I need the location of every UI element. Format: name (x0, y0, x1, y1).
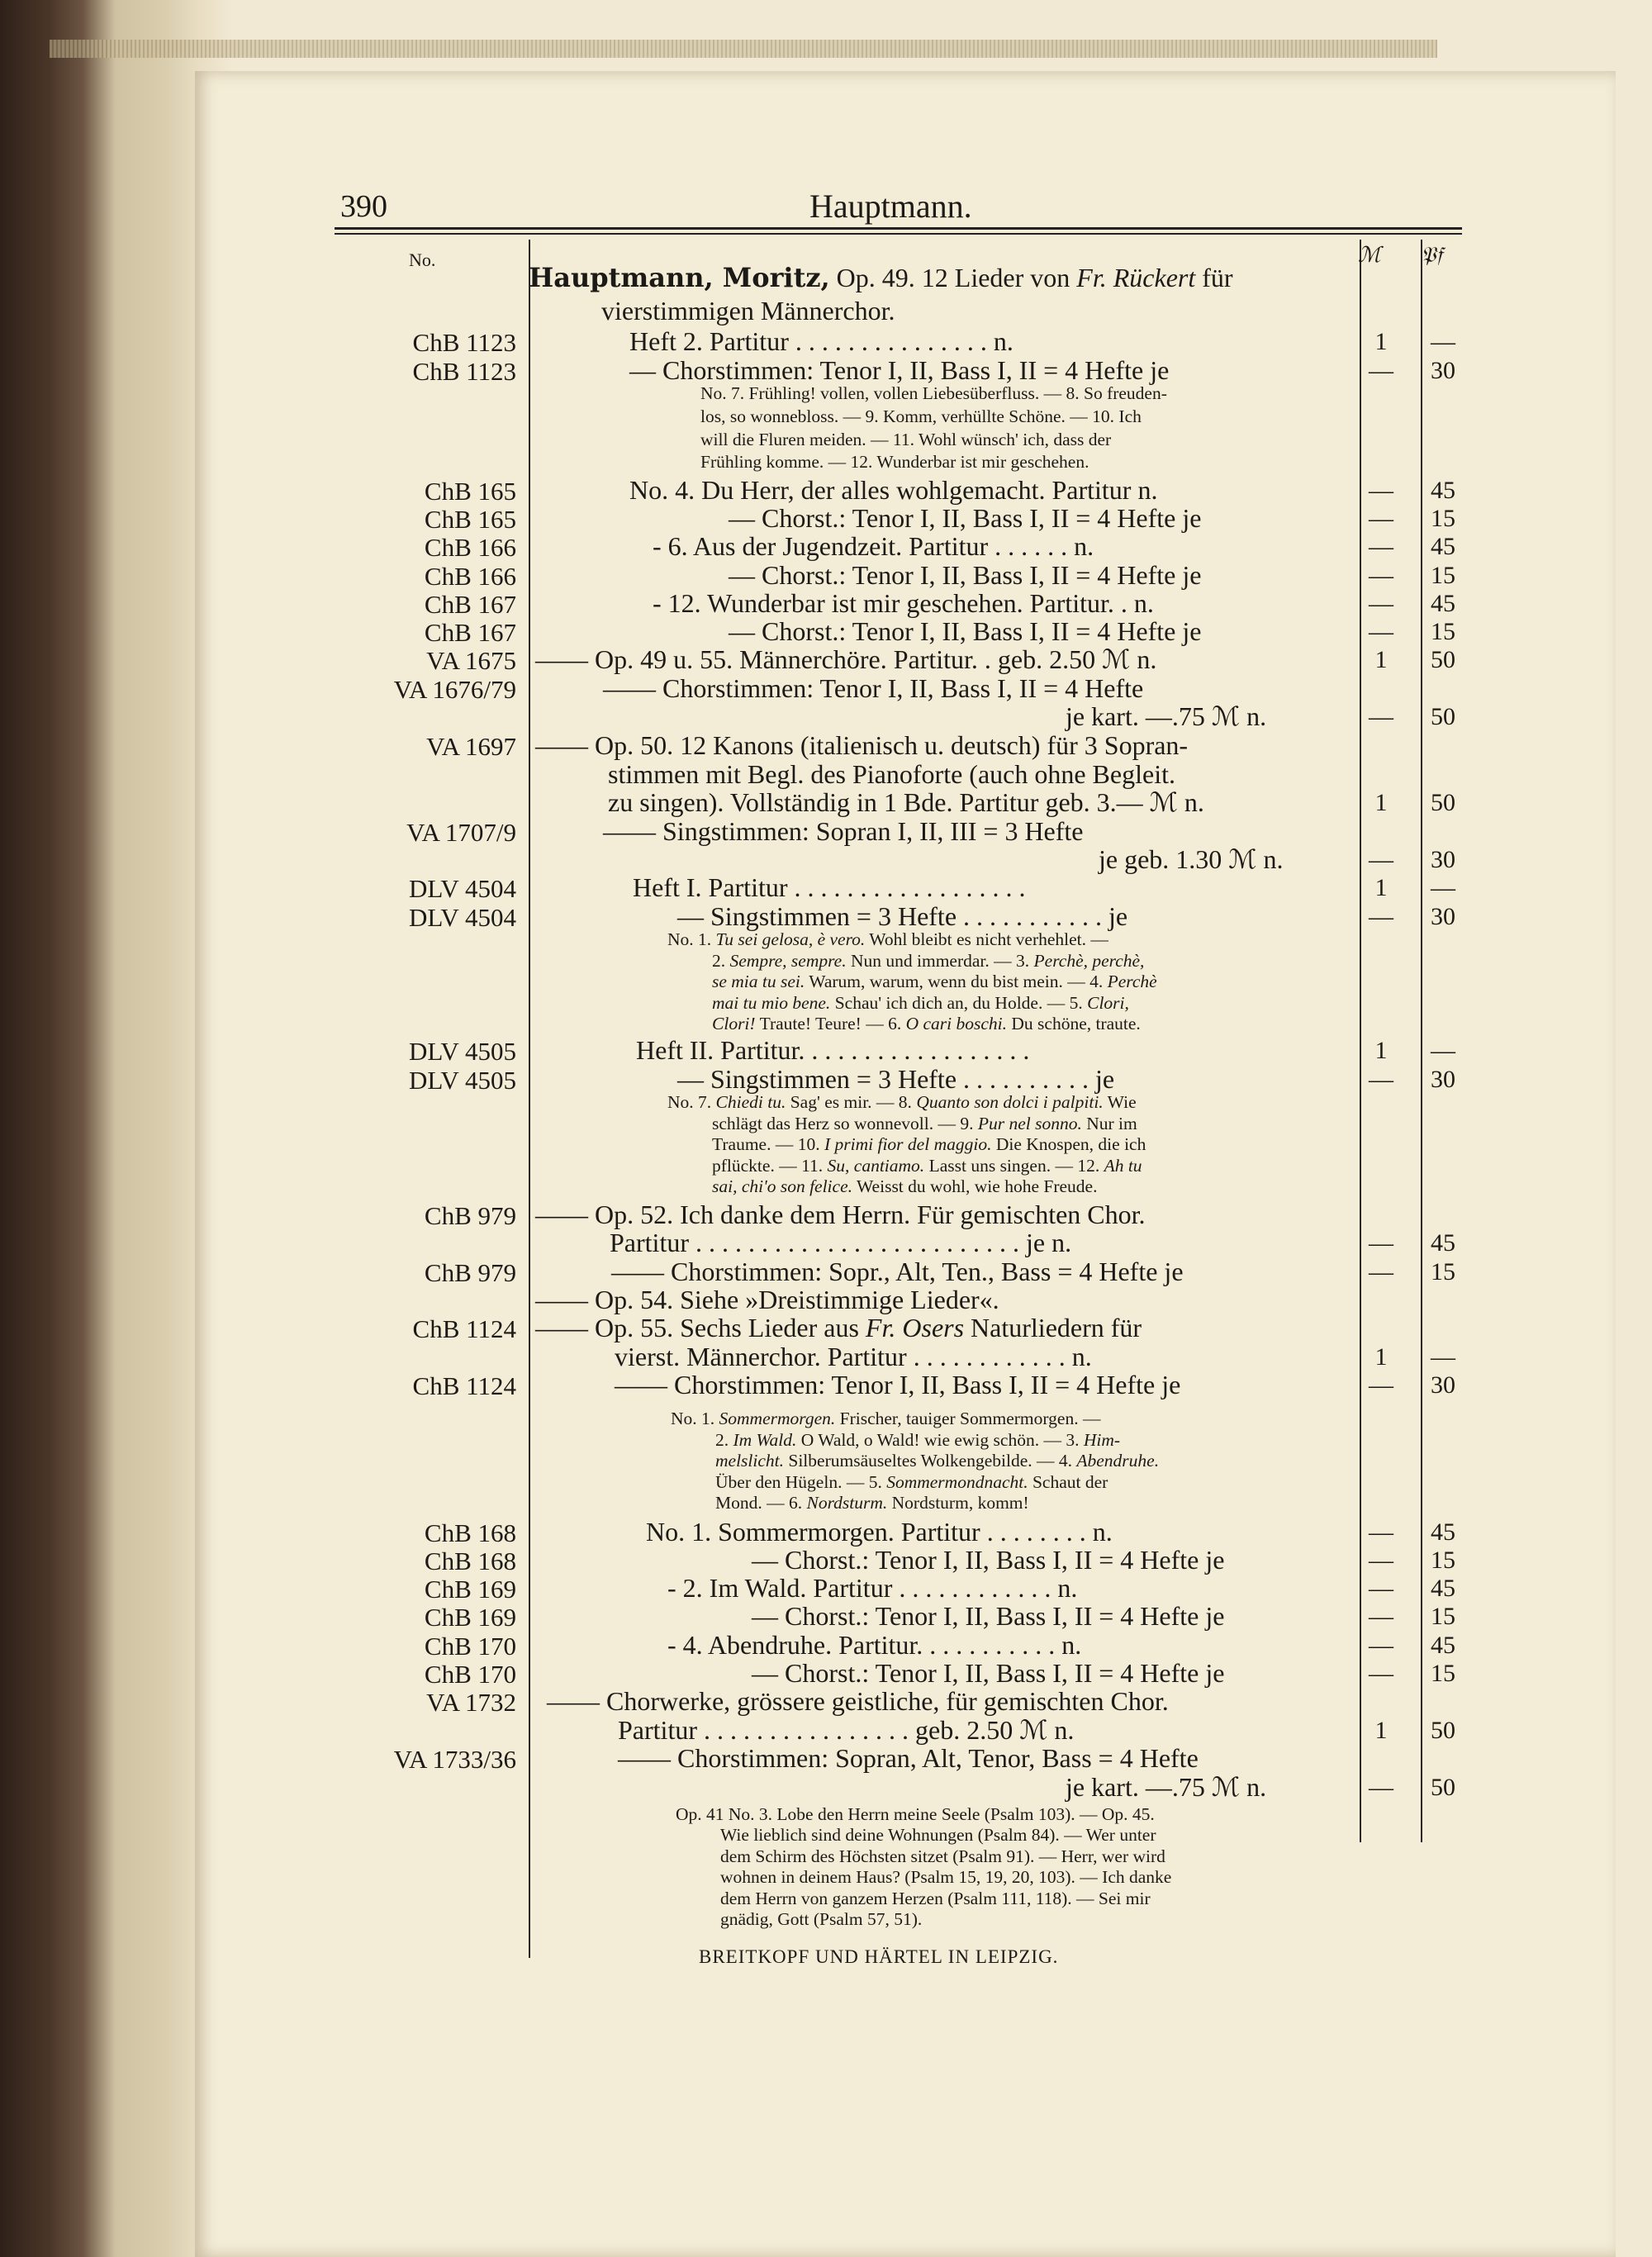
entry-text: - 4. Abendruhe. Partitur. . . . . . . . . . . n. (667, 1630, 1082, 1660)
entry-line (603, 675, 1143, 701)
entry-text: No. 4. Du Herr, der alles wohlgemacht. Partitur n. (629, 475, 1158, 505)
entry-text: Clori, (1087, 993, 1129, 1013)
entry-line (610, 1229, 1071, 1256)
catalog-number: ChB 979 (424, 1201, 516, 1230)
entry-text: je geb. 1.30 ℳ n. (1099, 844, 1284, 874)
contents-note-line (715, 1494, 1029, 1513)
entry-line (729, 618, 1201, 644)
price-pfennig: 30 (1431, 1066, 1455, 1093)
entry-text: pflückte. — 11. (712, 1156, 828, 1176)
entry-text: Perchè (1107, 972, 1157, 991)
entry-text: No. 1. Sommermorgen. Partitur . . . . . . . . n. (646, 1517, 1113, 1547)
entry-line (633, 874, 1026, 900)
price-mark: — (1369, 1371, 1393, 1399)
column-divider-mark (1360, 240, 1361, 1842)
entry-text: je kart. —.75 ℳ n. (1066, 701, 1267, 731)
entry-text: - 6. Aus der Jugendzeit. Partitur . . . . . . n. (653, 531, 1094, 561)
price-mark: — (1369, 562, 1393, 589)
entry-text: Mond. — 6. (715, 1493, 807, 1513)
contents-note-line (715, 1474, 1108, 1492)
contents-note-line (712, 1178, 1097, 1196)
catalog-number: DLV 4504 (408, 874, 516, 903)
contents-note-line (700, 385, 1167, 403)
entry-text: 2. (715, 1430, 733, 1450)
contents-note-line (712, 1136, 1146, 1154)
entry-line (636, 1037, 1029, 1063)
entry-text: Du schöne, traute. (1007, 1014, 1141, 1033)
entry-line (608, 761, 1175, 787)
entry-text: Naturliedern für (964, 1313, 1142, 1342)
entry-text: Lasst uns singen. — 12. (924, 1156, 1104, 1176)
entry-text: Nordsturm, komm! (887, 1493, 1029, 1513)
entry-text: Traume. — 10. (712, 1134, 824, 1154)
contents-note-line (671, 1410, 1100, 1428)
entry-text: — Singstimmen = 3 Hefte . . . . . . . . . . . je (677, 901, 1128, 931)
catalog-number: ChB 979 (424, 1258, 516, 1287)
price-mark: — (1369, 1518, 1393, 1546)
entry-text: No. 1. (667, 929, 716, 949)
publisher-footer: BREITKOPF UND HÄRTEL IN LEIPZIG. (699, 1946, 1059, 1967)
entry-text: No. 7. Frühling! vollen, vollen Liebesüberfluss. — 8. So freuden- (700, 383, 1167, 403)
entry-line (529, 264, 1233, 291)
entry-text: Wohl bleibt es nicht verhehlet. — (865, 929, 1108, 949)
entry-text: —— Singstimmen: Sopran I, II, III = 3 Hefte (603, 816, 1084, 846)
price-pfennig: 15 (1431, 562, 1455, 589)
entry-text: —— Chorstimmen: Tenor I, II, Bass I, II = 4 Hefte (603, 673, 1144, 703)
entry-text: — Chorst.: Tenor I, II, Bass I, II = 4 Hefte je (729, 560, 1202, 590)
price-pfennig: 45 (1431, 1229, 1455, 1257)
catalog-number: DLV 4505 (408, 1066, 516, 1095)
price-mark: — (1369, 903, 1393, 930)
entry-text: stimmen mit Begl. des Pianoforte (auch ohne Begleit. (608, 759, 1175, 789)
price-mark: — (1369, 590, 1393, 617)
catalog-number: ChB 168 (424, 1547, 516, 1575)
entry-text: — Chorst.: Tenor I, II, Bass I, II = 4 Hefte je (752, 1545, 1225, 1575)
entry-text: Traute! Teure! — 6. (755, 1014, 906, 1033)
entry-line (601, 297, 895, 324)
contents-note-line (667, 931, 1108, 949)
entry-text: mai tu mio bene. (712, 993, 831, 1013)
contents-note-line (700, 431, 1111, 449)
entry-line (646, 1518, 1113, 1545)
contents-note-line (720, 1869, 1171, 1887)
catalog-number: ChB 1124 (412, 1314, 516, 1343)
price-pfennig: — (1431, 874, 1455, 901)
contents-note-line (715, 1432, 1120, 1450)
entry-text: Partitur . . . . . . . . . . . . . . . . geb. 2.50 ℳ n. (618, 1715, 1075, 1745)
entry-line (603, 818, 1084, 844)
entry-text: Über den Hügeln. — 5. (715, 1472, 887, 1492)
catalog-number: VA 1732 (426, 1688, 516, 1717)
entry-line (535, 1286, 999, 1313)
entry-text: für (1195, 263, 1233, 292)
price-mark: — (1369, 1774, 1393, 1801)
catalog-number: ChB 169 (424, 1603, 516, 1632)
entry-text: —— Chorwerke, grössere geistliche, für gemischten Chor. (547, 1686, 1169, 1716)
entry-line (608, 789, 1204, 815)
contents-note-line (712, 1157, 1142, 1176)
entry-text: Schau' ich dich an, du Holde. — 5. (830, 993, 1088, 1013)
entry-text: Nun und immerdar. — 3. (846, 951, 1034, 971)
entry-text: Nur im (1081, 1114, 1137, 1133)
entry-text: Partitur . . . . . . . . . . . . . . . . . . . . . . . . . je n. (610, 1228, 1072, 1257)
entry-text: I primi fior del maggio. (824, 1134, 992, 1154)
entry-text: Perchè, perchè, (1033, 951, 1145, 971)
price-mark: — (1369, 846, 1393, 873)
entry-line (1099, 846, 1284, 872)
entry-line (752, 1660, 1224, 1686)
price-mark: — (1369, 357, 1393, 384)
entry-text: Frischer, tauiger Sommermorgen. — (835, 1409, 1101, 1428)
contents-note-line (700, 454, 1089, 472)
entry-line (677, 903, 1127, 929)
entry-text: dem Herrn von ganzem Herzen (Psalm 111, 118). — Sei mir (720, 1889, 1151, 1908)
entry-text: Abendruhe. (1076, 1451, 1160, 1471)
entry-text: Die Knospen, die ich (991, 1134, 1146, 1154)
entry-text: Him- (1083, 1430, 1121, 1450)
price-pfennig: — (1431, 1343, 1455, 1371)
entry-text: gnädig, Gott (Psalm 57, 51). (720, 1909, 923, 1929)
price-pfennig: 50 (1431, 646, 1455, 673)
entry-text: —— Op. 54. Siehe »Dreistimmige Lieder«. (535, 1285, 999, 1314)
catalog-number: ChB 1123 (412, 328, 516, 357)
column-header-pf: 𝔓𝔣 (1421, 243, 1443, 267)
catalog-number: VA 1707/9 (406, 818, 516, 847)
price-pfennig: 15 (1431, 618, 1455, 645)
entry-text: wohnen in deinem Haus? (Psalm 15, 19, 20, 103). — Ich danke (720, 1867, 1172, 1887)
entry-text: O Wald, o Wald! wie ewig schön. — 3. (796, 1430, 1084, 1450)
entry-text: - 12. Wunderbar ist mir geschehen. Partitur. . n. (653, 588, 1154, 618)
catalog-number: VA 1676/79 (393, 675, 516, 704)
entry-text: O cari boschi. (905, 1014, 1008, 1033)
entry-text: los, so wonnebloss. — 9. Komm, verhüllte Schöne. — 10. Ich (700, 406, 1142, 426)
entry-text: Sommermorgen. (719, 1409, 836, 1428)
catalog-number: ChB 166 (424, 533, 516, 562)
entry-line (535, 1201, 1146, 1228)
contents-note-line (720, 1890, 1151, 1908)
contents-note-line (720, 1848, 1165, 1866)
price-pfennig: 15 (1431, 1258, 1455, 1285)
price-pfennig: 45 (1431, 590, 1455, 617)
catalog-number: DLV 4504 (408, 903, 516, 932)
entry-line (547, 1688, 1169, 1714)
entry-text: — Chorst.: Tenor I, II, Bass I, II = 4 Hefte je (752, 1658, 1225, 1688)
price-mark: 1 (1374, 789, 1388, 816)
price-mark: — (1369, 1258, 1393, 1285)
entry-text: —— Chorstimmen: Tenor I, II, Bass I, II = 4 Hefte je (615, 1370, 1181, 1399)
price-pfennig: 15 (1431, 1547, 1455, 1574)
entry-text: Chiedi tu. (715, 1092, 786, 1112)
price-pfennig: 45 (1431, 1632, 1455, 1659)
entry-text: Heft 2. Partitur . . . . . . . . . . . . . . . n. (629, 326, 1014, 356)
price-pfennig: — (1431, 1037, 1455, 1064)
price-mark: 1 (1374, 328, 1388, 355)
column-header-mark: ℳ (1358, 243, 1381, 267)
entry-line (535, 646, 1156, 672)
price-pfennig: 45 (1431, 533, 1455, 560)
entry-text: vierstimmigen Männerchor. (601, 296, 895, 325)
price-mark: 1 (1374, 1037, 1388, 1064)
entry-text: —— Chorstimmen: Sopran, Alt, Tenor, Bass = 4 Hefte (618, 1743, 1199, 1773)
price-mark: — (1369, 1547, 1393, 1574)
entry-text: Heft II. Partitur. . . . . . . . . . . . . . . . . . (636, 1035, 1030, 1065)
price-pfennig: — (1431, 328, 1455, 355)
price-pfennig: 50 (1431, 1717, 1455, 1744)
entry-line (1066, 703, 1266, 729)
entry-line (1066, 1774, 1266, 1800)
entry-text: Weisst du wohl, wie hohe Freude. (852, 1176, 1098, 1196)
header-rule (335, 227, 1462, 230)
catalog-number: ChB 167 (424, 618, 516, 647)
entry-text: Warum, warum, wenn du bist mein. — 4. (805, 972, 1108, 991)
price-mark: — (1369, 1575, 1393, 1602)
entry-text: Hauptmann, Moritz, (529, 262, 830, 293)
contents-note-line (712, 1115, 1137, 1133)
price-mark: — (1369, 1660, 1393, 1687)
entry-text: — Chorst.: Tenor I, II, Bass I, II = 4 Hefte je (752, 1601, 1225, 1631)
entry-text: Sag' es mir. — 8. (786, 1092, 917, 1112)
entry-text: Ah tu (1104, 1156, 1142, 1176)
price-mark: — (1369, 1229, 1393, 1257)
entry-text: dem Schirm des Höchsten sitzet (Psalm 91). — Herr, wer wird (720, 1846, 1165, 1866)
entry-text: Fr. Osers (865, 1313, 965, 1342)
price-pfennig: 30 (1431, 903, 1455, 930)
catalog-number: ChB 1123 (412, 357, 516, 386)
price-mark: — (1369, 1603, 1393, 1630)
entry-line (611, 1258, 1184, 1285)
entry-line (629, 477, 1157, 503)
entry-text: zu singen). Vollständig in 1 Bde. Partitur geb. 3.— ℳ n. (608, 787, 1204, 817)
entry-text: 2. (712, 951, 730, 971)
price-mark: — (1369, 533, 1393, 560)
contents-note-line (715, 1452, 1159, 1471)
entry-line (629, 357, 1169, 383)
entry-line (653, 533, 1094, 559)
contents-note-line (676, 1806, 1155, 1824)
entry-line (729, 505, 1201, 531)
entry-line (618, 1745, 1199, 1771)
catalog-number: ChB 165 (424, 505, 516, 534)
entry-text: —— Chorstimmen: Sopr., Alt, Ten., Bass = 4 Hefte je (611, 1257, 1184, 1286)
entry-line (618, 1717, 1074, 1743)
entry-text: Clori! (712, 1014, 756, 1033)
catalog-number: VA 1697 (426, 732, 516, 761)
entry-line (535, 1314, 1142, 1341)
catalog-number: DLV 4505 (408, 1037, 516, 1066)
entry-text: —— Op. 52. Ich danke dem Herrn. Für gemischten Chor. (535, 1200, 1146, 1229)
entry-text: will die Fluren meiden. — 11. Wohl wünsch' ich, dass der (700, 430, 1112, 449)
entry-line (677, 1066, 1114, 1092)
price-pfennig: 30 (1431, 1371, 1455, 1399)
entry-text: Nordsturm. (806, 1493, 888, 1513)
entry-text: —— Op. 50. 12 Kanons (italienisch u. deutsch) für 3 Sopran- (535, 730, 1189, 760)
entry-text: Wie lieblich sind deine Wohnungen (Psalm 84). — Wer unter (720, 1825, 1156, 1845)
contents-note-line (712, 973, 1157, 991)
price-pfennig: 45 (1431, 1518, 1455, 1546)
column-header-no: No. (409, 249, 436, 270)
entry-line (752, 1603, 1224, 1629)
entry-text: se mia tu sei. (712, 972, 805, 991)
entry-text: —— Op. 49 u. 55. Männerchöre. Partitur. . geb. 2.50 ℳ n. (535, 644, 1157, 674)
entry-line (535, 732, 1188, 758)
running-title: Hauptmann. (809, 188, 972, 225)
contents-note-line (700, 408, 1142, 426)
contents-note-line (720, 1827, 1156, 1845)
contents-note-line (712, 995, 1129, 1013)
price-mark: — (1369, 477, 1393, 504)
catalog-number: ChB 165 (424, 477, 516, 506)
entry-text: je kart. —.75 ℳ n. (1066, 1772, 1267, 1802)
price-mark: — (1369, 1066, 1393, 1093)
entry-text: schlägt das Herz so wonnevoll. — 9. (712, 1114, 978, 1133)
catalog-number: ChB 170 (424, 1632, 516, 1661)
entry-line (667, 1632, 1081, 1658)
entry-text: melslicht. (715, 1451, 784, 1471)
entry-text: Heft I. Partitur . . . . . . . . . . . . . . . . . . (633, 872, 1026, 902)
price-mark: 1 (1374, 1717, 1388, 1744)
catalog-number: ChB 169 (424, 1575, 516, 1604)
contents-note-line (712, 1015, 1141, 1033)
catalog-number: ChB 168 (424, 1518, 516, 1547)
page-stack-top (50, 40, 1437, 58)
price-mark: — (1369, 505, 1393, 532)
entry-text: Op. 49. 12 Lieder von (829, 263, 1077, 292)
entry-text: —— Op. 55. Sechs Lieder aus (535, 1313, 866, 1342)
entry-text: Schaut der (1028, 1472, 1108, 1492)
contents-note-line (720, 1911, 922, 1929)
catalog-number: VA 1733/36 (393, 1745, 516, 1774)
entry-text: Frühling komme. — 12. Wunderbar ist mir geschehen. (700, 452, 1089, 472)
price-pfennig: 15 (1431, 1603, 1455, 1630)
price-pfennig: 50 (1431, 1774, 1455, 1801)
entry-text: sai, chi'o son felice. (712, 1176, 852, 1196)
entry-line (629, 328, 1014, 354)
header-rule-thin (335, 233, 1462, 235)
price-mark: 1 (1374, 874, 1388, 901)
price-pfennig: 45 (1431, 477, 1455, 504)
price-pfennig: 30 (1431, 846, 1455, 873)
entry-text: Im Wald. (733, 1430, 797, 1450)
entry-text: Su, cantiamo. (827, 1156, 925, 1176)
entry-text: No. 7. (667, 1092, 716, 1112)
entry-text: Silberumsäuseltes Wolkengebilde. — 4. (784, 1451, 1077, 1471)
catalog-number: ChB 1124 (412, 1371, 516, 1400)
contents-note-line (667, 1094, 1137, 1112)
entry-text: — Chorst.: Tenor I, II, Bass I, II = 4 Hefte je (729, 503, 1202, 533)
entry-text: Quanto son dolci i palpiti. (916, 1092, 1104, 1112)
catalog-number: ChB 166 (424, 562, 516, 591)
contents-note-line (712, 953, 1144, 971)
price-mark: — (1369, 1632, 1393, 1659)
price-mark: — (1369, 703, 1393, 730)
catalog-number: ChB 167 (424, 590, 516, 619)
price-pfennig: 50 (1431, 703, 1455, 730)
price-pfennig: 45 (1431, 1575, 1455, 1602)
entry-text: — Chorstimmen: Tenor I, II, Bass I, II = 4 Hefte je (629, 355, 1170, 385)
entry-text: Pur nel sonno. (977, 1114, 1082, 1133)
entry-line (615, 1371, 1180, 1398)
price-mark: — (1369, 618, 1393, 645)
entry-text: No. 1. (671, 1409, 719, 1428)
entry-line (615, 1343, 1092, 1370)
entry-text: Tu sei gelosa, è vero. (715, 929, 866, 949)
entry-text: — Chorst.: Tenor I, II, Bass I, II = 4 Hefte je (729, 616, 1202, 646)
entry-text: Sommermondnacht. (886, 1472, 1028, 1492)
entry-text: Wie (1103, 1092, 1137, 1112)
price-pfennig: 15 (1431, 1660, 1455, 1687)
price-pfennig: 15 (1431, 505, 1455, 532)
catalog-number: ChB 170 (424, 1660, 516, 1689)
price-mark: 1 (1374, 646, 1388, 673)
entry-line (752, 1547, 1224, 1573)
entry-text: Sempre, sempre. (729, 951, 847, 971)
price-mark: 1 (1374, 1343, 1388, 1371)
entry-line (653, 590, 1154, 616)
entry-line (729, 562, 1201, 588)
page-number: 390 (340, 189, 387, 224)
entry-text: Op. 41 No. 3. Lobe den Herrn meine Seele (Psalm 103). — Op. 45. (676, 1804, 1155, 1824)
entry-text: - 2. Im Wald. Partitur . . . . . . . . . . . . n. (667, 1573, 1078, 1603)
entry-line (667, 1575, 1077, 1601)
price-pfennig: 30 (1431, 357, 1455, 384)
price-pfennig: 50 (1431, 789, 1455, 816)
entry-text: vierst. Männerchor. Partitur . . . . . . . . . . . . n. (615, 1342, 1092, 1371)
column-divider-no (529, 240, 530, 1958)
entry-text: Fr. Rückert (1076, 263, 1196, 292)
catalog-number: VA 1675 (426, 646, 516, 675)
entry-text: — Singstimmen = 3 Hefte . . . . . . . . . . je (677, 1064, 1115, 1094)
